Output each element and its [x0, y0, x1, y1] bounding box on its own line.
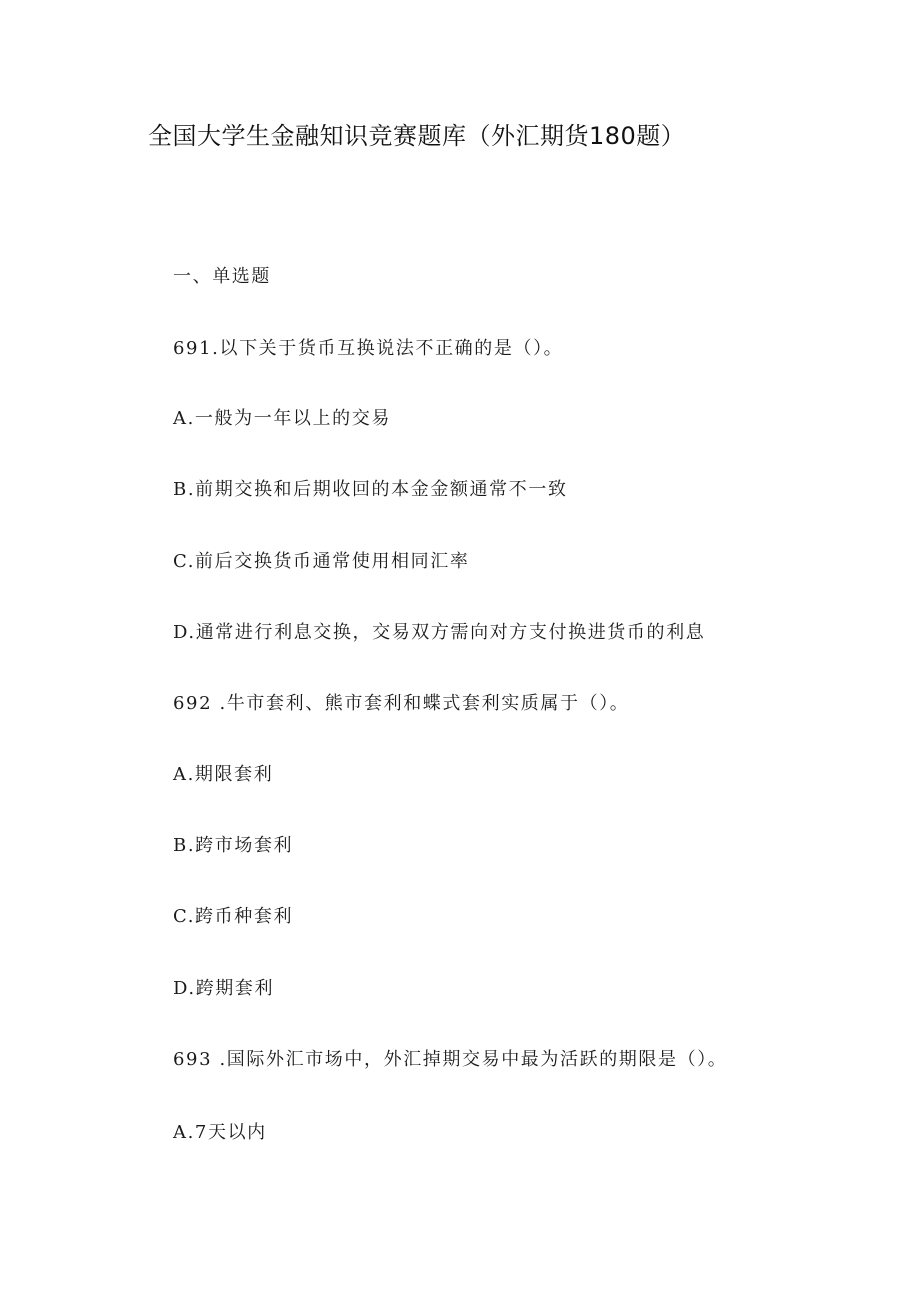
answer-option: A.7天以内 — [173, 1122, 267, 1143]
answer-option: A.期限套利 — [173, 764, 274, 785]
answer-option: C.跨币种套利 — [173, 906, 294, 927]
question-stem: 693 .国际外汇市场中，外汇掉期交易中最为活跃的期限是（）。 — [173, 1049, 728, 1070]
question-stem: 692 .牛市套利、熊市套利和蝶式套利实质属于（）。 — [173, 693, 630, 714]
answer-option: B.跨市场套利 — [173, 835, 294, 856]
answer-option: D.跨期套利 — [173, 978, 275, 999]
answer-option: B.前期交换和后期收回的本金金额通常不一致 — [173, 479, 568, 500]
answer-option: C.前后交换货币通常使用相同汇率 — [173, 551, 470, 572]
answer-option: D.通常进行利息交换，交易双方需向对方支付换进货币的利息 — [173, 622, 706, 643]
answer-option: A.一般为一年以上的交易 — [173, 408, 391, 429]
document-title: 全国大学生金融知识竞赛题库（外汇期货180题） — [148, 122, 686, 150]
question-stem: 691.以下关于货币互换说法不正确的是（）。 — [173, 338, 564, 359]
section-heading: 一、单选题 — [173, 266, 271, 287]
